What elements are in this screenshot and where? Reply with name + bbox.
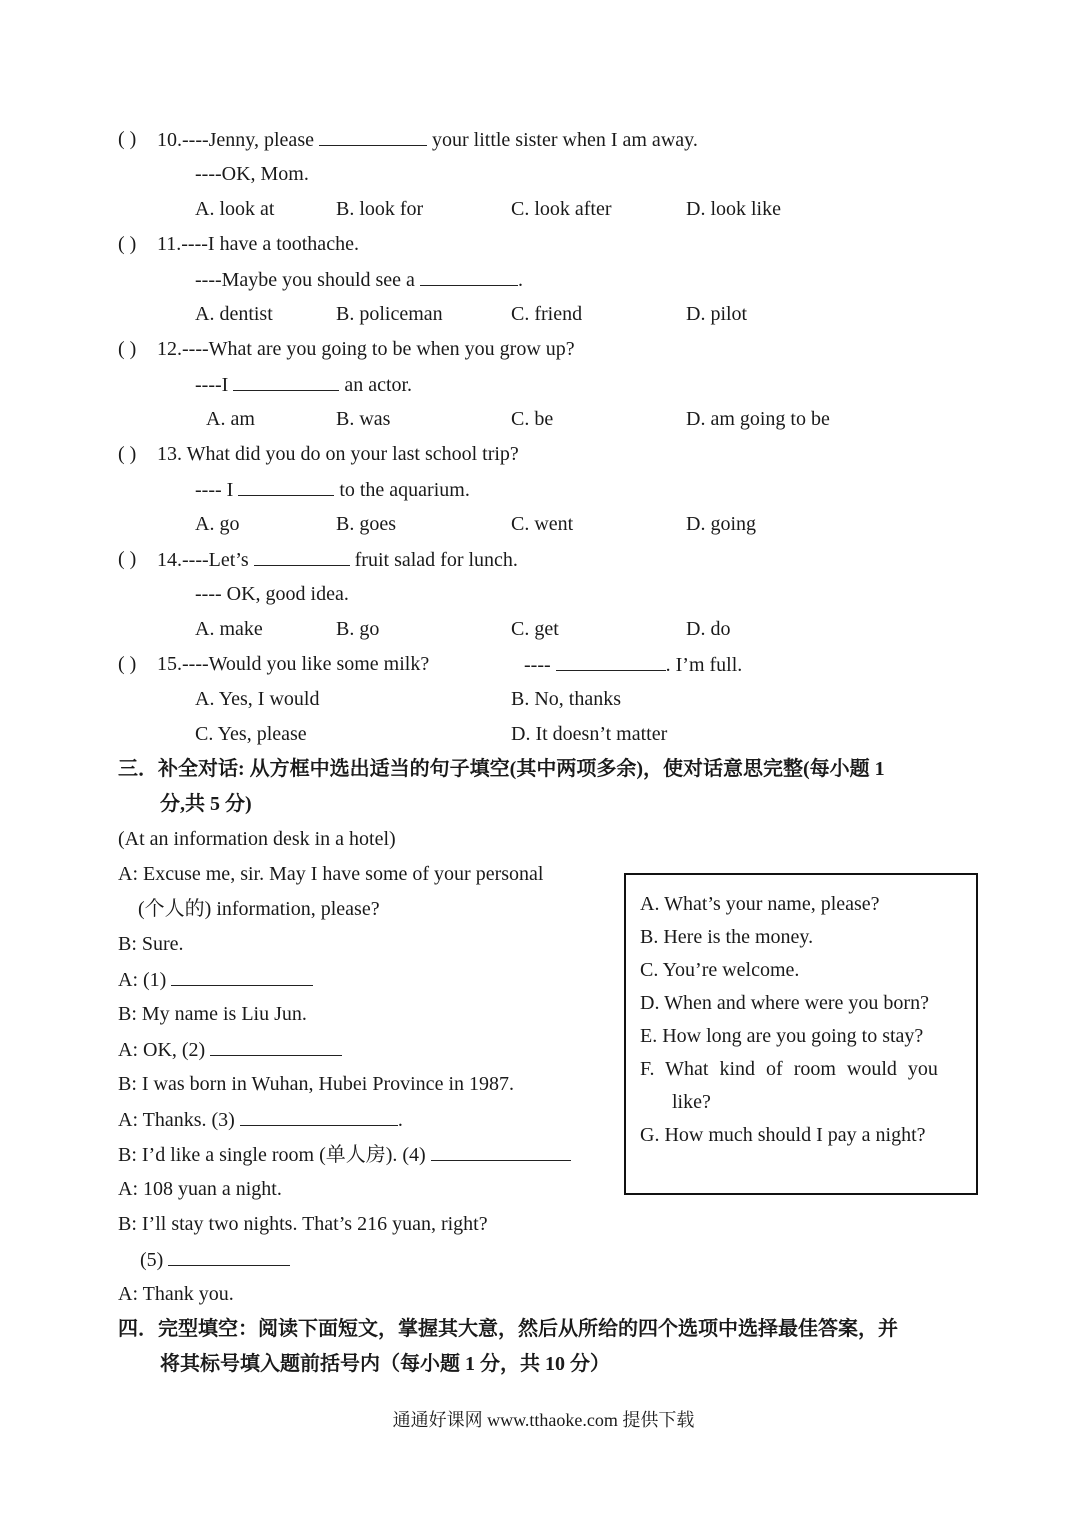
question-13-stem (157, 442, 519, 466)
option-b: B. goes (336, 513, 396, 535)
question-number: 14. (157, 549, 182, 571)
option-b: B. policeman (336, 303, 443, 325)
question-number: 13. (157, 443, 182, 465)
options-box (624, 873, 978, 1195)
page-footer: 通通好课网 www.tthaoke.com 提供下载 (392, 1410, 695, 1430)
answer-blank (556, 652, 666, 671)
dialogue-text: A: Thanks. (3) (118, 1109, 235, 1131)
option-a: A. go (195, 513, 240, 535)
section-4-heading: 四．完型填空：阅读下面短文，掌握其大意，然后从所给的四个选项中选择最佳答案，并 (118, 1318, 898, 1340)
option-b: B. go (336, 618, 380, 640)
question-prompt: ----I have a toothache. (181, 233, 359, 255)
answer-paren: ( ) (118, 128, 137, 150)
dialogue-context: (At an information desk in a hotel) (118, 828, 396, 850)
option-d: D. pilot (686, 303, 748, 325)
option-d: D. going (686, 513, 756, 535)
reply-after: an actor. (344, 374, 413, 396)
reply-before: ----Maybe you should see a (195, 269, 415, 291)
box-option-b: B. Here is the money. (640, 926, 814, 948)
option-a: A. Yes, I would (195, 688, 320, 710)
section-3-heading-cont: 分,共 5 分) (160, 793, 252, 815)
answer-blank (319, 127, 427, 146)
answer-blank (171, 967, 313, 986)
answer-paren: ( ) (118, 653, 137, 675)
reply-after: . (517, 269, 523, 291)
option-a: A. dentist (195, 303, 273, 325)
question-10-reply: ----OK, Mom. (195, 163, 309, 185)
box-option-d: D. When and where were you born? (640, 992, 929, 1014)
box-option-c: C. You’re welcome. (640, 959, 800, 981)
question-12-reply (195, 372, 412, 397)
dialogue-text: (5) (140, 1249, 164, 1271)
dialogue-line: A: 108 yuan a night. (118, 1178, 282, 1200)
option-c: C. Yes, please (195, 723, 307, 745)
answer-blank (168, 1247, 290, 1266)
answer-blank (210, 1037, 342, 1056)
reply-before: ---- (524, 654, 551, 676)
option-a: A. look at (195, 198, 275, 220)
answer-blank (240, 1107, 398, 1126)
dialogue-line (118, 967, 313, 992)
dialogue-line (140, 1247, 290, 1272)
answer-paren: ( ) (118, 548, 137, 570)
question-prompt-before: ----Let’s (182, 549, 249, 571)
box-option-f-cont: like? (672, 1091, 711, 1113)
option-d: D. am going to be (686, 408, 830, 430)
answer-blank (254, 547, 350, 566)
answer-paren: ( ) (118, 443, 137, 465)
dialogue-line: B: I was born in Wuhan, Hubei Province in 1987. (118, 1073, 514, 1095)
reply-after: to the aquarium. (339, 479, 470, 501)
section-4-heading-cont: 将其标号填入题前括号内（每小题 1 分，共 10 分） (160, 1353, 610, 1375)
dialogue-line (118, 1142, 571, 1167)
option-d: D. look like (686, 198, 781, 220)
question-prompt: ----What are you going to be when you grow up? (182, 338, 575, 360)
dialogue-line (118, 1107, 403, 1132)
option-b: B. No, thanks (511, 688, 621, 710)
question-14-stem (157, 547, 518, 572)
option-a: A. am (206, 408, 255, 430)
question-prompt: ----Would you like some milk? (182, 653, 430, 675)
dialogue-text: B: I’d like a single room (单人房). (4) (118, 1144, 426, 1166)
option-a: A. make (195, 618, 263, 640)
dialogue-line: B: I’ll stay two nights. That’s 216 yuan, right? (118, 1213, 488, 1235)
answer-blank (420, 267, 518, 286)
option-c: C. look after (511, 198, 612, 220)
option-d: D. It doesn’t matter (511, 723, 668, 745)
dialogue-line: A: Excuse me, sir. May I have some of your personal (118, 863, 544, 885)
dialogue-text-after: . (397, 1109, 403, 1131)
box-option-a: A. What’s your name, please? (640, 893, 880, 915)
question-11-stem (157, 232, 359, 256)
reply-after: . I’m full. (665, 654, 743, 676)
question-11-reply (195, 267, 523, 292)
question-13-reply (195, 477, 470, 502)
option-c: C. get (511, 618, 559, 640)
option-d: D. do (686, 618, 731, 640)
answer-blank (238, 477, 334, 496)
dialogue-text: A: (1) (118, 969, 167, 991)
section-3-heading: 三．补全对话: 从方框中选出适当的句子填空(其中两项多余)，使对话意思完整(每小题 1 (118, 758, 885, 780)
question-prompt-after: fruit salad for lunch. (354, 549, 518, 571)
answer-paren: ( ) (118, 233, 137, 255)
dialogue-line (118, 1037, 342, 1062)
question-14-reply: ---- OK, good idea. (195, 583, 349, 605)
dialogue-line: B: Sure. (118, 933, 184, 955)
box-option-f: F. What kind of room would you (640, 1058, 938, 1080)
answer-paren: ( ) (118, 338, 137, 360)
dialogue-line: (个人的) information, please? (138, 898, 380, 920)
question-prompt-after: your little sister when I am away. (431, 129, 698, 151)
answer-blank (431, 1142, 571, 1161)
reply-before: ----I (195, 374, 229, 396)
question-15-stem (157, 652, 429, 676)
question-15-reply (524, 652, 742, 677)
question-number: 12. (157, 338, 182, 360)
question-number: 10. (157, 129, 182, 151)
box-option-g: G. How much should I pay a night? (640, 1124, 926, 1146)
reply-before: ---- I (195, 479, 234, 501)
option-c: C. be (511, 408, 554, 430)
option-c: C. went (511, 513, 574, 535)
question-10-stem (157, 127, 698, 152)
answer-blank (233, 372, 339, 391)
question-number: 11. (157, 233, 182, 255)
dialogue-line: A: Thank you. (118, 1283, 234, 1305)
question-prompt-before: ----Jenny, please (182, 129, 314, 151)
option-b: B. look for (336, 198, 424, 220)
question-12-stem (157, 337, 575, 361)
question-number: 15. (157, 653, 182, 675)
option-b: B. was (336, 408, 391, 430)
option-c: C. friend (511, 303, 583, 325)
box-option-e: E. How long are you going to stay? (640, 1025, 924, 1047)
question-prompt: What did you do on your last school trip? (186, 443, 519, 465)
dialogue-line: B: My name is Liu Jun. (118, 1003, 307, 1025)
dialogue-text: A: OK, (2) (118, 1039, 206, 1061)
